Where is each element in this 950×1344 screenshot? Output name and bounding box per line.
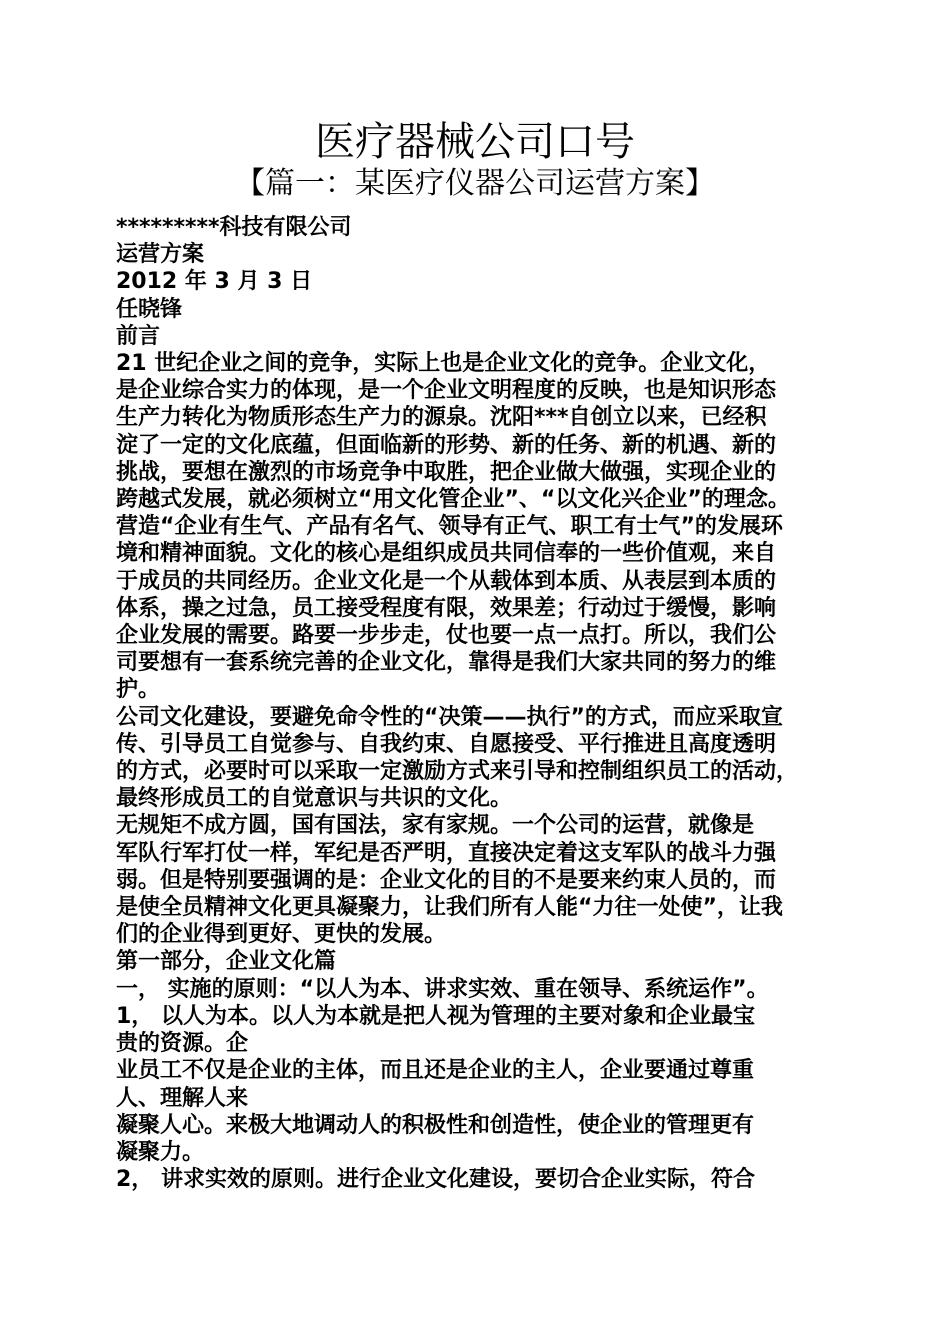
- text-line: 挑战，要想在激烈的市场竞争中取胜，把企业做大做强，实现企业的: [116, 459, 777, 485]
- text-line: 前言: [116, 323, 161, 349]
- text-line: 弱。但是特别要强调的是：企业文化的目的不是要来约束人员的，而: [116, 867, 777, 893]
- text-line: 业员工不仅是企业的主体，而且还是企业的主人，企业要通过尊重: [116, 1058, 755, 1084]
- text-line: 21 世纪企业之间的竞争，实际上也是企业文化的竞争。企业文化，: [116, 351, 771, 377]
- document-subtitle: 【篇一：某医疗仪器公司运营方案】: [235, 166, 715, 201]
- text-line: 1， 以人为本。以人为本就是把人视为管理的主要对象和企业最宝: [116, 1003, 755, 1029]
- text-line: 最终形成员工的自觉意识与共识的文化。: [116, 786, 513, 812]
- text-line: 的方式，必要时可以采取一定激励方式来引导和控制组织员工的活动，: [116, 759, 799, 785]
- text-line: 传、引导员工自觉参与、自我约束、自愿接受、平行推进且高度透明: [116, 731, 777, 757]
- text-line: 淀了一定的文化底蕴，但面临新的形势、新的任务、新的机遇、新的: [116, 432, 777, 458]
- text-line: 人、理解人来: [116, 1085, 249, 1111]
- text-line: 凝聚人心。来极大地调动人的积极性和创造性，使企业的管理更有: [116, 1112, 755, 1138]
- text-line: 是企业综合实力的体现，是一个企业文明程度的反映，也是知识形态: [116, 378, 777, 404]
- document-title: 医疗器械公司口号: [315, 119, 635, 165]
- text-line: 跨越式发展，就必须树立“用文化管企业”、“以文化兴企业”的理念。: [116, 487, 790, 513]
- text-line: 运营方案: [116, 242, 205, 268]
- text-line: 们的企业得到更好、更快的发展。: [116, 922, 447, 948]
- text-line: 一， 实施的原则：“以人为本、讲求实效、重在领导、系统运作”。: [116, 976, 769, 1002]
- text-line: 境和精神面貌。文化的核心是组织成员共同信奉的一些价值观，来自: [116, 541, 777, 567]
- text-line: 贵的资源。企: [116, 1031, 249, 1057]
- text-line: 司要想有一套系统完善的企业文化，靠得是我们大家共同的努力的维: [116, 650, 777, 676]
- text-line: 军队行军打仗一样，军纪是否严明，直接决定着这支军队的战斗力强: [116, 840, 777, 866]
- text-line: 2， 讲求实效的原则。进行企业文化建设，要切合企业实际，符合: [116, 1167, 755, 1193]
- text-line: *********科技有限公司: [116, 215, 352, 240]
- text-line: 是使全员精神文化更具凝聚力，让我们所有人能“力往一处使”，让我: [116, 895, 783, 921]
- text-line: 2012 年 3 月 3 日: [116, 269, 313, 295]
- text-line: 第一部分，企业文化篇: [116, 949, 337, 975]
- text-line: 营造“企业有生气、产品有名气、领导有正气、职工有士气”的发展环: [116, 514, 783, 540]
- document-body: [116, 214, 844, 1193]
- text-line: 任晓锋: [116, 296, 183, 322]
- text-line: 生产力转化为物质形态生产力的源泉。沈阳***自创立以来，已经积: [116, 405, 767, 431]
- text-line: 凝聚力。: [116, 1139, 205, 1165]
- text-line: 无规矩不成方圆，国有国法，家有家规。一个公司的运营，就像是: [116, 813, 755, 839]
- text-line: 护。: [116, 677, 161, 703]
- text-line: 体系，操之过急，员工接受程度有限，效果差；行动过于缓慢，影响: [116, 595, 777, 621]
- text-line: 公司文化建设，要避免命令性的“决策——执行”的方式，而应采取宣: [116, 704, 783, 730]
- text-line: 企业发展的需要。路要一步步走，仗也要一点一点打。所以，我们公: [116, 623, 777, 649]
- text-line: 于成员的共同经历。企业文化是一个从载体到本质、从表层到本质的: [116, 568, 777, 594]
